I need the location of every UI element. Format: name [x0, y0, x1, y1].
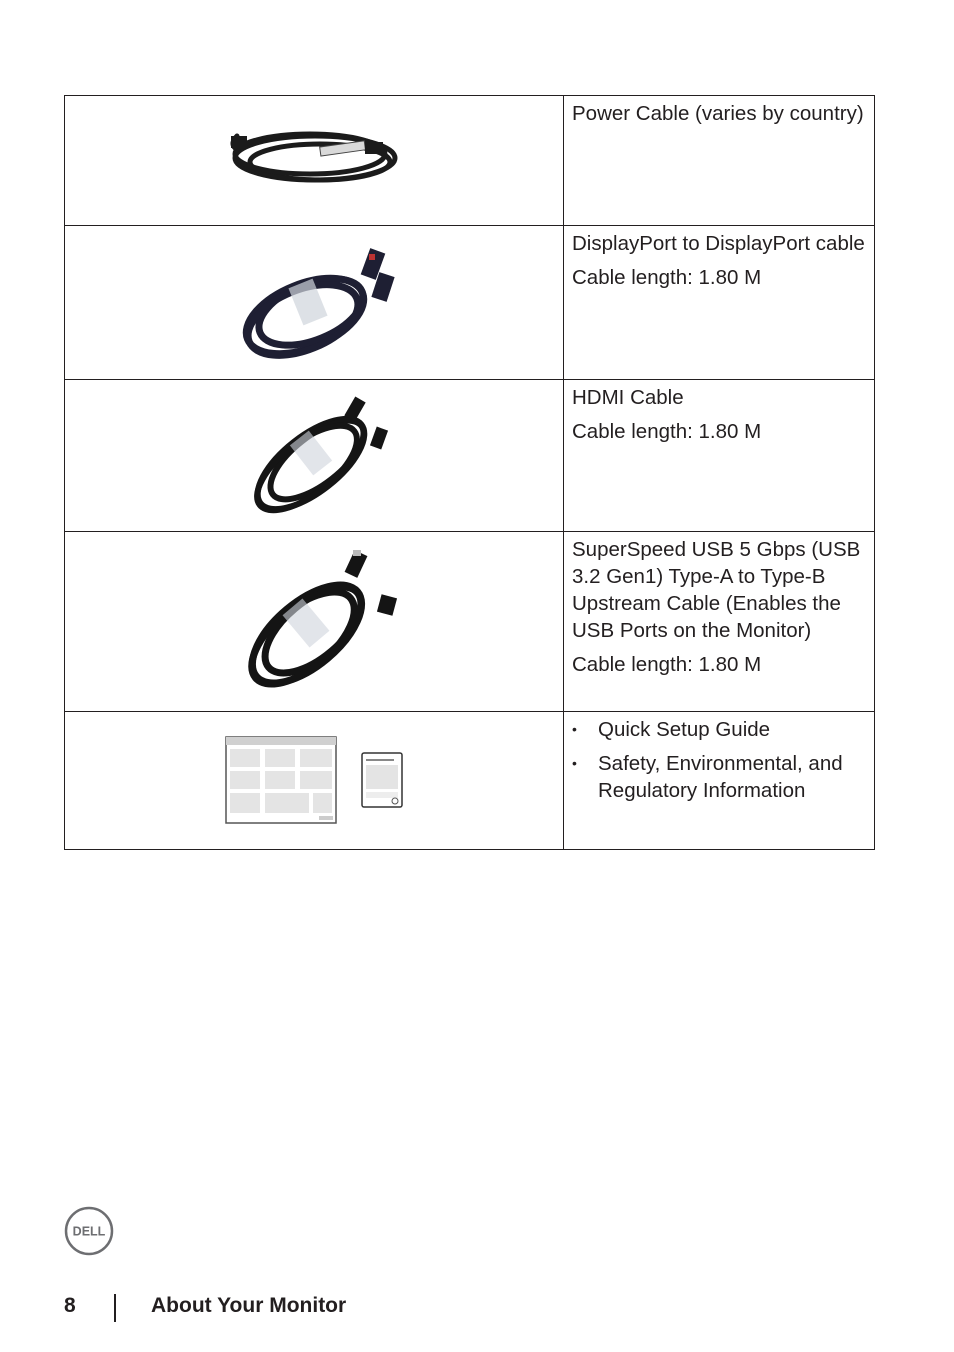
usb-cable-image [235, 550, 405, 692]
usb-cable-description [564, 532, 875, 712]
quick-setup-guide-image [225, 736, 337, 824]
list-item-text: Quick Setup Guide [598, 718, 771, 741]
table-row [65, 712, 875, 850]
description-line: Cable length: 1.80 M [572, 653, 762, 676]
list-item: • Safety, Environmental, and Regulatory Information [572, 752, 843, 802]
table-row [65, 226, 875, 380]
usb-cable-image-cell [65, 532, 564, 712]
description-line: DisplayPort to DisplayPort cable [572, 232, 865, 255]
power-cable-description [564, 96, 875, 226]
description-line: Cable length: 1.80 M [572, 420, 762, 443]
hdmi-cable-image [237, 394, 397, 516]
documents-image-cell [65, 712, 564, 850]
description-line: HDMI Cable [572, 386, 684, 409]
hdmi-cable-image-cell [65, 380, 564, 532]
dell-logo [64, 1206, 114, 1256]
table-row [65, 96, 875, 226]
table-row [65, 380, 875, 532]
footer-divider [114, 1294, 116, 1322]
displayport-cable-image [233, 244, 403, 362]
package-contents-table [64, 95, 875, 850]
hdmi-cable-description [564, 380, 875, 532]
documents-list [572, 716, 866, 804]
section-title: About Your Monitor [151, 1294, 347, 1317]
power-cable-image [225, 118, 415, 198]
list-item-text: Safety, Environmental, and Regulatory Information [598, 752, 843, 802]
displayport-cable-image-cell [65, 226, 564, 380]
power-cable-image-cell [65, 96, 564, 226]
displayport-cable-description [564, 226, 875, 380]
table-row [65, 532, 875, 712]
safety-information-image [361, 752, 403, 808]
documents-description [564, 712, 875, 850]
page-number: 8 [64, 1294, 76, 1317]
description-line: SuperSpeed USB 5 Gbps (USB 3.2 Gen1) Type-A to Type-B Upstream Cable (Enables the USB Ports on the Monitor) [572, 538, 861, 642]
description-line: Power Cable (varies by country) [572, 102, 864, 125]
list-item: • Quick Setup Guide [572, 718, 771, 741]
description-line: Cable length: 1.80 M [572, 266, 762, 289]
dell-logo-text: DELL [72, 1224, 106, 1239]
